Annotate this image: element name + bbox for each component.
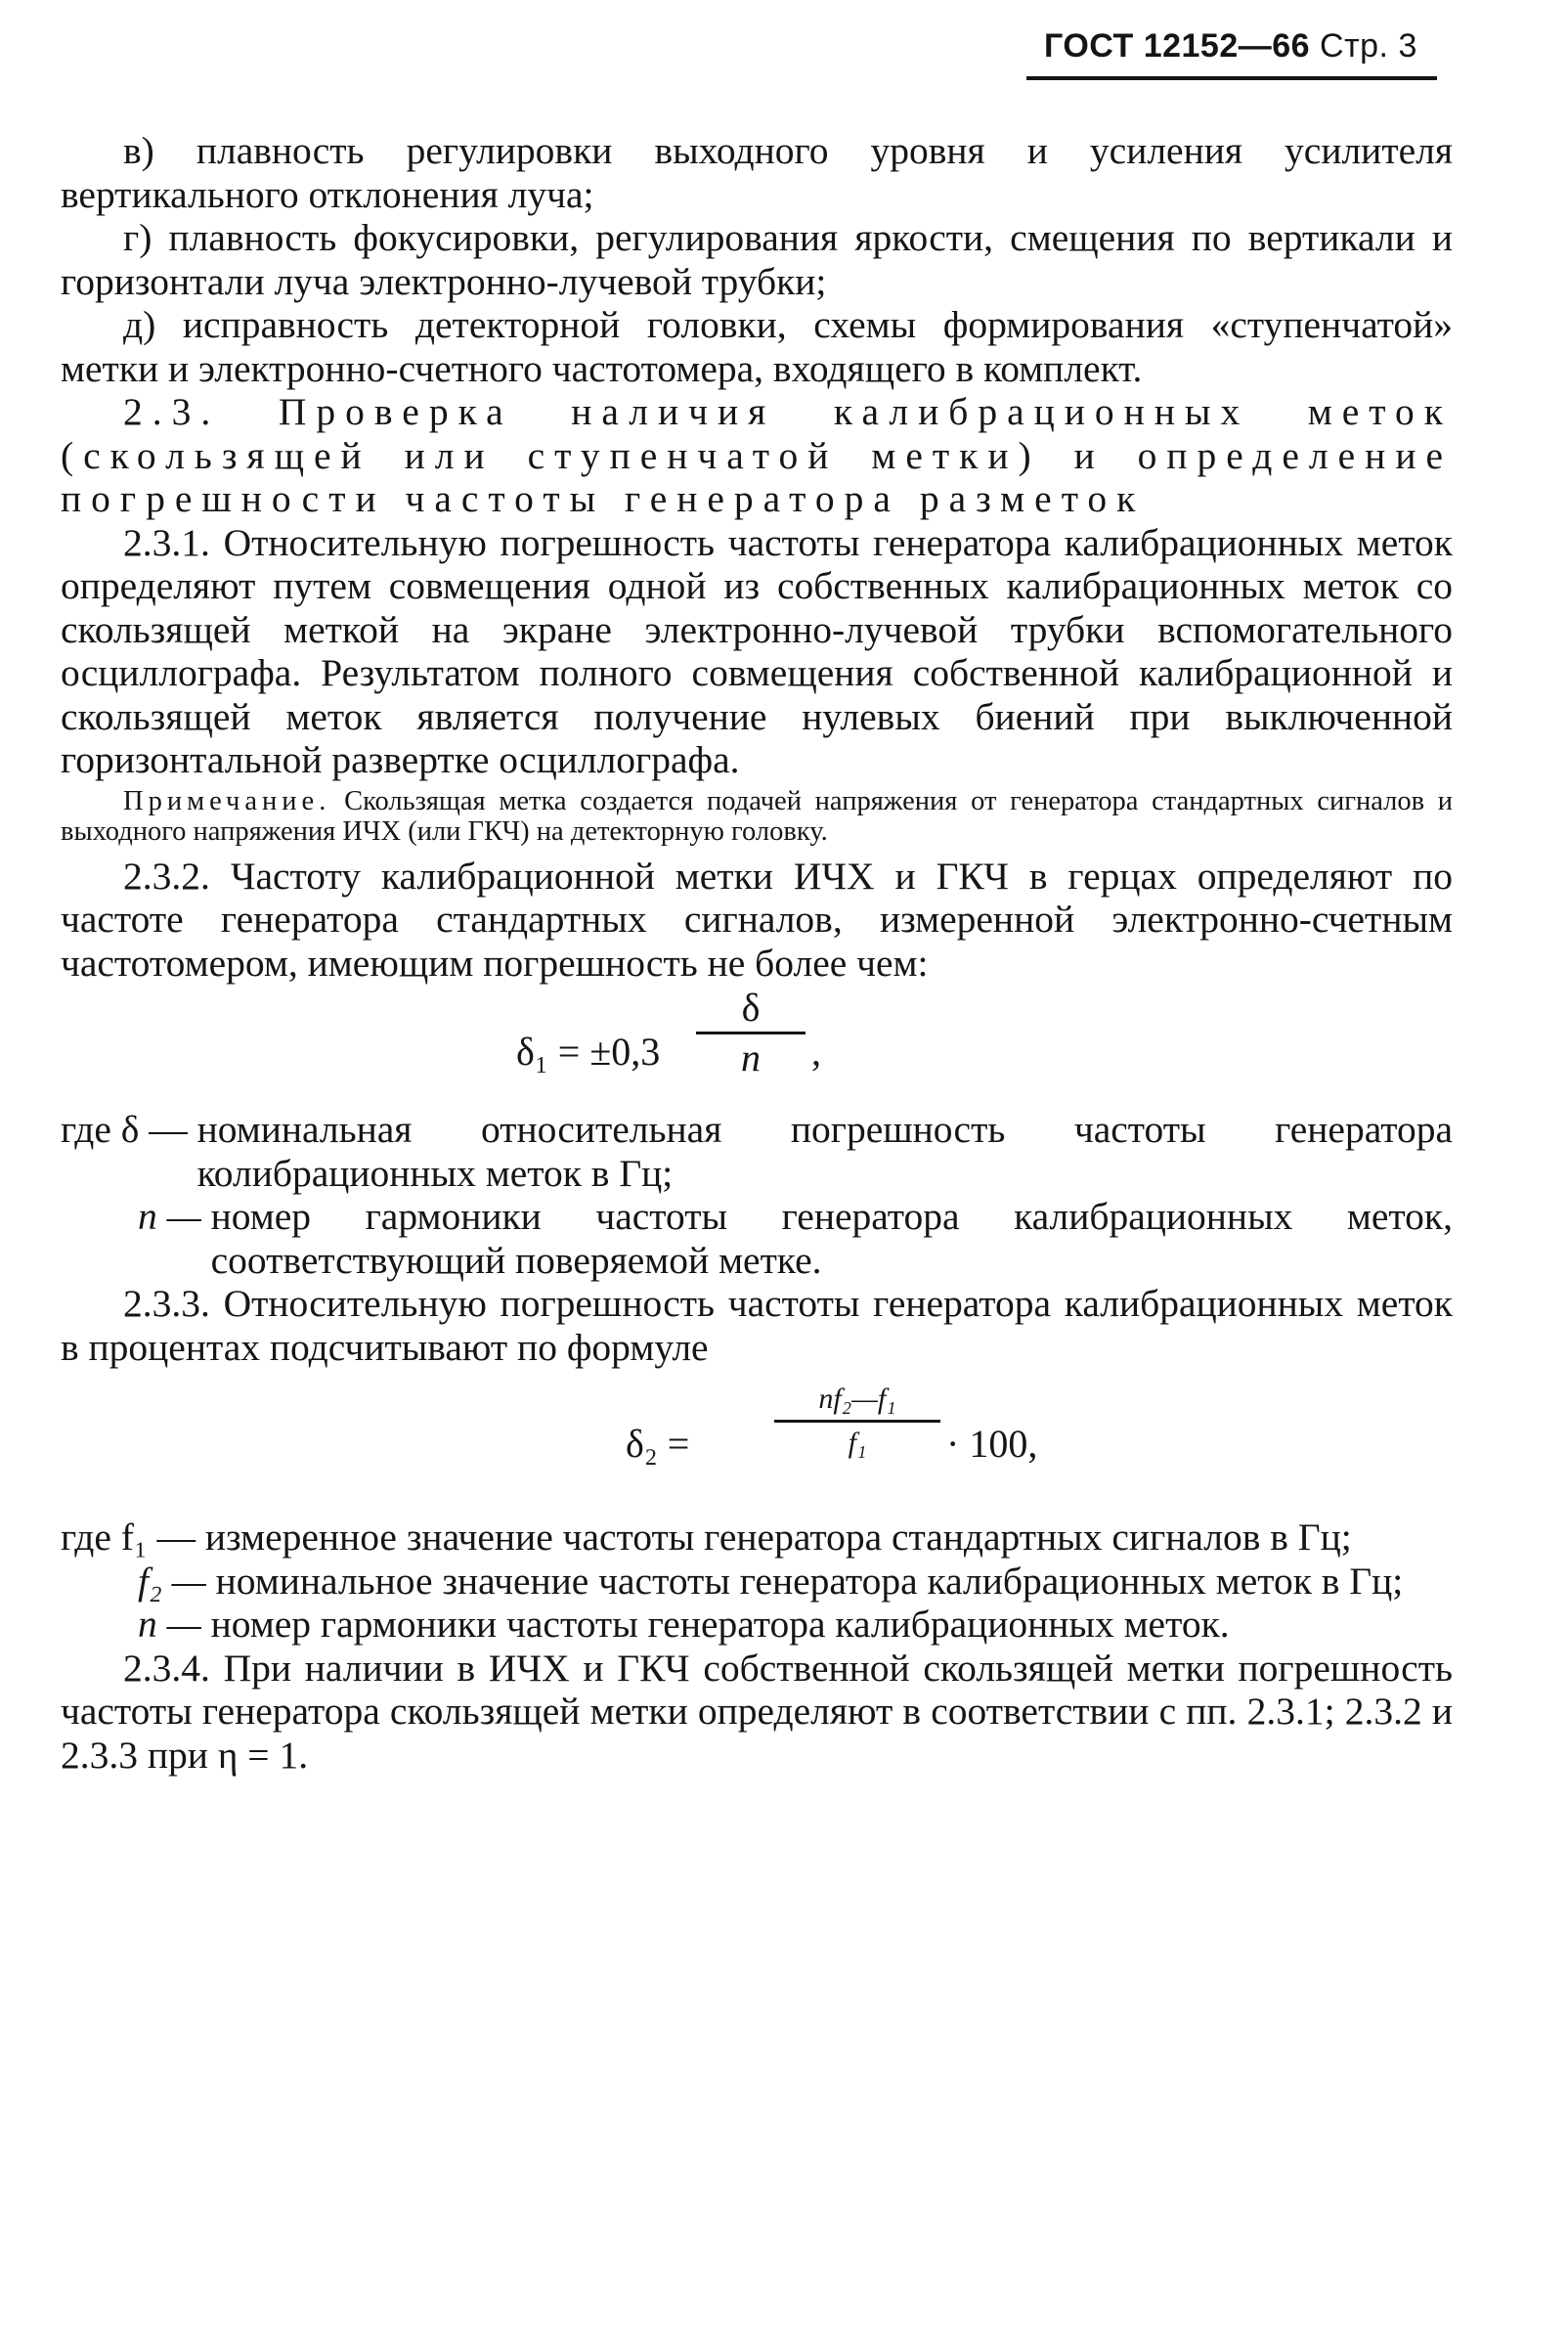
standard-number: ГОСТ 12152—66 xyxy=(1044,27,1311,65)
definition-row xyxy=(61,1560,1453,1604)
definition-symbol: n — xyxy=(61,1195,211,1238)
paragraph-2-3-3: 2.3.3. Относительную погрешность частоты генератора калибрационных меток в процентах подсчитывают по формуле xyxy=(61,1282,1453,1369)
definition-text: измеренное значение частоты генератора стандартных сигналов в Гц; xyxy=(204,1516,1352,1559)
definition-symbol: n — xyxy=(61,1603,211,1646)
definition-row xyxy=(61,1516,1453,1560)
formula-1-numerator: δ xyxy=(741,986,761,1030)
paragraph-2-3-4: 2.3.4. При наличии в ИЧХ и ГКЧ собственной скользящей метки погрешность частоты генератора скользящей метки определяют в соответствии с пп. 2.3.1; 2.3.2 и 2.3.3 при η = 1. xyxy=(61,1646,1453,1777)
page-number: Стр. 3 xyxy=(1320,27,1417,65)
section-heading-2-3: 2.3. Проверка наличия калибрационных меток (скользящей или ступенчатой метки) и определение погрешности частоты генератора разметок xyxy=(61,390,1453,520)
formula-1-denominator: n xyxy=(741,1035,761,1079)
header-rule xyxy=(1026,76,1437,80)
definition-text: номинальное значение частоты генератора калибрационных меток в Гц; xyxy=(215,1559,1404,1603)
formula-delta-2 xyxy=(61,1369,1453,1516)
definition-text: номер гармоники частоты генератора калибрационных меток, соответствующий поверяемой метке. xyxy=(210,1195,1453,1282)
formula-2-fraction xyxy=(774,1379,940,1464)
item-g: г) плавность фокусировки, регулирования яркости, смещения по вертикали и горизонтали луча электронно-лучевой трубки; xyxy=(61,216,1453,303)
formula-2-numerator: nf₂—f₁ xyxy=(818,1383,896,1415)
definition-symbol: где f₁ — xyxy=(61,1516,205,1559)
formula-1-tail: , xyxy=(811,1030,821,1074)
note xyxy=(61,786,1453,847)
formula-1-definitions xyxy=(61,1108,1453,1282)
definition-symbol: где δ — xyxy=(61,1108,197,1151)
formula-2-denominator: f₁ xyxy=(848,1427,867,1459)
definition-text: номинальная относительная погрешность частоты генератора колибрационных меток в Гц; xyxy=(196,1108,1453,1195)
item-v: в) плавность регулировки выходного уровня и усиления усилителя вертикального отклонения луча; xyxy=(61,129,1453,216)
formula-2-tail: · 100, xyxy=(946,1422,1038,1466)
definition-row xyxy=(61,1195,1453,1282)
item-d: д) исправность детекторной головки, схемы формирования «ступенчатой» метки и электронно-счетного частотомера, входящего в комплект. xyxy=(61,303,1453,390)
formula-1-fraction xyxy=(696,985,806,1081)
formula-1-lhs: δ₁ = ±0,3 xyxy=(516,1030,661,1074)
page-header xyxy=(1044,27,1435,74)
definition-symbol: f₂ — xyxy=(61,1559,216,1603)
definition-row xyxy=(61,1603,1453,1647)
paragraph-2-3-1: 2.3.1. Относительную погрешность частоты генератора калибрационных меток определяют путем совмещения одной из собственных калибрационных меток со скользящей меткой на экране электронно-лучевой трубки вспомогательного осциллографа. Результатом полного совмещения собственной калибрационной и скользящей меток является получение нулевых биений при выключенной горизонтальной развертке осциллографа. xyxy=(61,520,1453,781)
definition-text: номер гармоники частоты генератора калибрационных меток. xyxy=(210,1603,1230,1646)
formula-delta-1 xyxy=(61,985,1453,1108)
definition-row xyxy=(61,1108,1453,1195)
paragraph-2-3-2: 2.3.2. Частоту калибрационной метки ИЧХ и ГКЧ в герцах определяют по частоте генератора стандартных сигналов, измеренной электронно-счетным частотомером, имеющим погрешность не более чем: xyxy=(61,854,1453,985)
note-label: Примечание. xyxy=(123,785,331,816)
note-text: Скользящая метка создается подачей напряжения от генератора стандартных сигналов и выходного напряжения ИЧХ (или ГКЧ) на детекторную головку. xyxy=(61,785,1454,847)
formula-2-definitions xyxy=(61,1516,1453,1647)
document-body xyxy=(61,129,1453,1777)
formula-2-lhs: δ₂ = xyxy=(626,1422,690,1466)
